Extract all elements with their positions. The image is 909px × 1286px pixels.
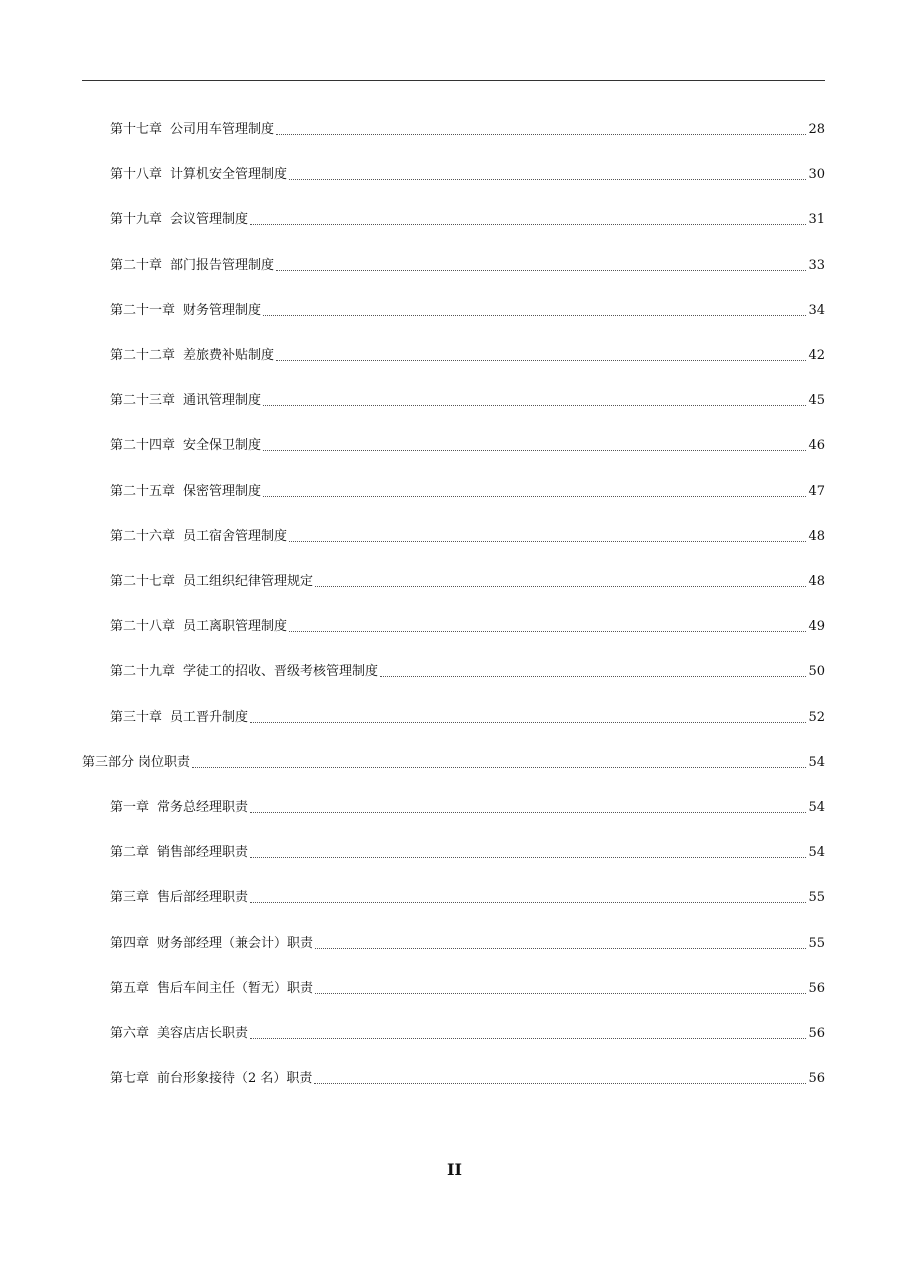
toc-dot-leader bbox=[263, 496, 806, 497]
toc-entry[interactable] bbox=[110, 1022, 825, 1042]
toc-entry-number: 第十七章 bbox=[110, 122, 163, 137]
toc-dot-leader bbox=[276, 270, 806, 271]
toc-entry-page: 47 bbox=[808, 483, 825, 499]
toc-entry-title: 部门报告管理制度 bbox=[170, 257, 275, 273]
toc-entry-title: 差旅费补贴制度 bbox=[183, 348, 275, 363]
toc-entry-title: 售后部经理职责 bbox=[157, 890, 249, 906]
toc-dot-leader bbox=[289, 631, 806, 632]
toc-dot-leader bbox=[263, 405, 806, 406]
toc-entry[interactable] bbox=[110, 299, 825, 319]
toc-dot-leader bbox=[250, 224, 806, 225]
toc-entry-number: 第二十章 bbox=[110, 257, 163, 273]
toc-entry-title: 前台形象接待（2 名）职责 bbox=[157, 1071, 313, 1087]
toc-entry-page: 33 bbox=[808, 257, 825, 273]
toc-entry-number: 第三部分 bbox=[82, 754, 135, 770]
toc-entry-page: 48 bbox=[808, 574, 825, 589]
toc-entry-number: 第三十章 bbox=[110, 709, 163, 725]
toc-entry-number: 第七章 bbox=[110, 1071, 150, 1087]
toc-dot-leader bbox=[289, 179, 806, 180]
toc-entry-number: 第二十九章 bbox=[110, 664, 176, 680]
toc-entry[interactable] bbox=[110, 389, 825, 409]
toc-entry-number: 第二十七章 bbox=[110, 574, 176, 589]
toc-dot-leader bbox=[250, 812, 806, 813]
toc-entry[interactable] bbox=[110, 841, 825, 861]
toc-dot-leader bbox=[314, 1083, 806, 1084]
toc-entry-number: 第二十二章 bbox=[110, 348, 176, 363]
toc-entry-page: 45 bbox=[808, 393, 825, 409]
toc-entry-page: 48 bbox=[808, 528, 825, 544]
toc-entry-number: 第二章 bbox=[110, 845, 150, 861]
toc-entry-title: 员工组织纪律管理规定 bbox=[183, 574, 314, 589]
toc-dot-leader bbox=[315, 948, 806, 949]
toc-dot-leader bbox=[263, 450, 806, 451]
toc-entry[interactable] bbox=[110, 570, 825, 590]
toc-entry-title: 保密管理制度 bbox=[183, 483, 262, 499]
toc-dot-leader bbox=[250, 902, 806, 903]
toc-entry-title: 通讯管理制度 bbox=[183, 393, 262, 409]
toc-entry[interactable] bbox=[110, 525, 825, 545]
toc-entry-number: 第三章 bbox=[110, 890, 150, 906]
header-rule bbox=[82, 80, 825, 81]
toc-entry-page: 55 bbox=[808, 890, 825, 906]
toc-entry-number: 第一章 bbox=[110, 800, 150, 815]
toc-entry-page: 54 bbox=[808, 845, 825, 861]
toc-entry-title: 学徒工的招收、晋级考核管理制度 bbox=[183, 664, 379, 680]
toc-dot-leader bbox=[263, 315, 806, 316]
toc-entry[interactable] bbox=[110, 615, 825, 635]
toc-entry-number: 第二十四章 bbox=[110, 438, 176, 454]
toc-entry-number: 第十九章 bbox=[110, 212, 163, 228]
toc-entry[interactable] bbox=[110, 1067, 825, 1087]
toc-dot-leader bbox=[380, 676, 806, 677]
toc-entry-title: 计算机安全管理制度 bbox=[170, 167, 288, 183]
toc-entry[interactable] bbox=[110, 932, 825, 952]
toc-entry-title: 售后车间主任（暂无）职责 bbox=[157, 980, 314, 996]
toc-entry-number: 第二十六章 bbox=[110, 528, 176, 544]
toc-entry[interactable] bbox=[110, 480, 825, 500]
toc-entry-page: 56 bbox=[808, 1071, 825, 1087]
toc-entry-title: 员工离职管理制度 bbox=[183, 619, 288, 635]
toc-entry-number: 第二十三章 bbox=[110, 393, 176, 409]
toc-dot-leader bbox=[276, 134, 806, 135]
toc-entry[interactable] bbox=[110, 977, 825, 997]
toc-entry[interactable] bbox=[110, 434, 825, 454]
toc-entry-number: 第五章 bbox=[110, 980, 150, 996]
toc-entry-page: 50 bbox=[808, 664, 825, 680]
toc-entry-number: 第六章 bbox=[110, 1026, 150, 1041]
toc-dot-leader bbox=[315, 586, 806, 587]
toc-entry-title: 员工宿舍管理制度 bbox=[183, 528, 288, 544]
toc-entry-page: 55 bbox=[808, 935, 825, 951]
toc-entry-title: 财务管理制度 bbox=[183, 302, 262, 318]
toc-entry-title: 安全保卫制度 bbox=[183, 438, 262, 454]
toc-entry-page: 31 bbox=[808, 212, 825, 228]
toc-entry-page: 28 bbox=[808, 122, 825, 137]
toc-entry-number: 第二十五章 bbox=[110, 483, 176, 499]
toc-entry[interactable] bbox=[110, 706, 825, 726]
toc-entry-title: 财务部经理（兼会计）职责 bbox=[157, 935, 314, 951]
toc-entry-title: 会议管理制度 bbox=[170, 212, 249, 228]
toc-dot-leader bbox=[250, 857, 806, 858]
toc-entry-page: 56 bbox=[808, 1026, 825, 1041]
toc-entry-page: 52 bbox=[808, 709, 825, 725]
toc-entry-title: 销售部经理职责 bbox=[157, 845, 249, 861]
page-number: II bbox=[447, 1160, 462, 1179]
toc-entry-number: 第二十八章 bbox=[110, 619, 176, 635]
toc-entry-title: 岗位职责 bbox=[138, 754, 191, 770]
toc-entry[interactable] bbox=[110, 118, 825, 138]
toc-entry[interactable] bbox=[110, 886, 825, 906]
toc-entry[interactable] bbox=[110, 208, 825, 228]
toc-entry-page: 56 bbox=[808, 980, 825, 996]
toc-dot-leader bbox=[276, 360, 806, 361]
toc-entry-page: 49 bbox=[808, 619, 825, 635]
toc-entry-title: 公司用车管理制度 bbox=[170, 122, 275, 137]
toc-entry-page: 42 bbox=[808, 348, 825, 363]
toc-entry-title: 常务总经理职责 bbox=[157, 800, 249, 815]
toc-entry-page: 46 bbox=[808, 438, 825, 454]
toc-dot-leader bbox=[250, 1038, 806, 1039]
toc-entry-page: 54 bbox=[808, 754, 825, 770]
toc-entry[interactable] bbox=[110, 660, 825, 680]
toc-entry[interactable] bbox=[82, 751, 825, 771]
toc-dot-leader bbox=[315, 993, 806, 994]
toc-entry-number: 第十八章 bbox=[110, 167, 163, 183]
toc-dot-leader bbox=[192, 767, 806, 768]
toc-entry-number: 第四章 bbox=[110, 935, 150, 951]
toc-entry-page: 54 bbox=[808, 800, 825, 815]
toc-entry-number: 第二十一章 bbox=[110, 302, 176, 318]
toc-entry[interactable] bbox=[110, 163, 825, 183]
toc-dot-leader bbox=[289, 541, 806, 542]
toc-entry[interactable] bbox=[110, 344, 825, 364]
toc-entry-page: 34 bbox=[808, 302, 825, 318]
toc-dot-leader bbox=[250, 722, 806, 723]
toc-entry-title: 美容店店长职责 bbox=[157, 1026, 249, 1041]
toc-entry[interactable] bbox=[110, 796, 825, 816]
toc-entry-page: 30 bbox=[808, 167, 825, 183]
toc-entry-title: 员工晋升制度 bbox=[170, 709, 249, 725]
toc-entry[interactable] bbox=[110, 254, 825, 274]
